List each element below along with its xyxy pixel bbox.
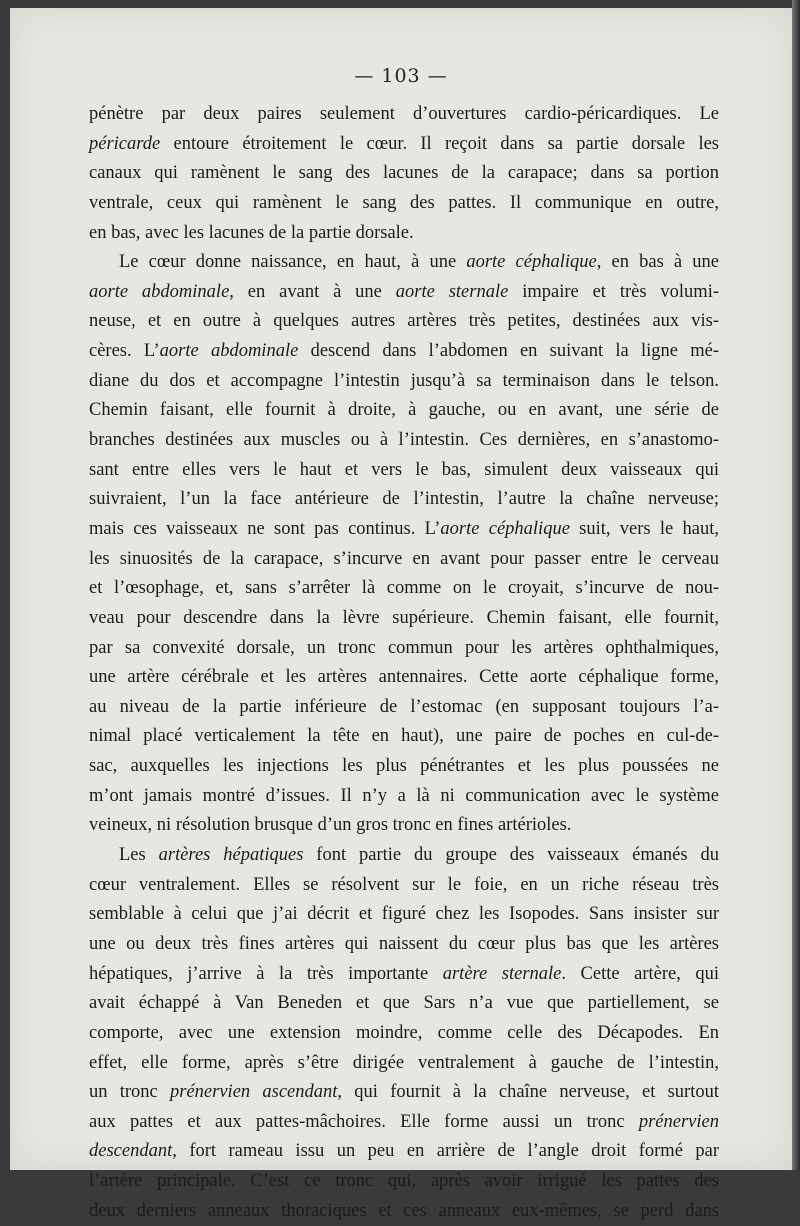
book-page — [10, 8, 792, 1221]
text-line: diane du dos et accompagne l’intestin jusqu’à sa terminaison dans le telson. — [89, 370, 719, 391]
text-line: suivraient, l’un la face antérieure de l’intestin, l’autre la chaîne nerveuse; — [89, 489, 719, 510]
text-line: effet, elle forme, après s’être dirigée ventralement à gauche de l’intestin, — [89, 1052, 719, 1073]
text-line: en bas, avec les lacunes de la partie dorsale. — [89, 222, 414, 243]
text-line: veau pour descendre dans la lèvre supérieure. Chemin faisant, elle fournit, — [89, 607, 719, 628]
text-line: branches destinées aux muscles ou à l’intestin. Ces dernières, en s’anastomo- — [89, 430, 719, 451]
body-text — [89, 100, 719, 1226]
text-line: nimal placé verticalement la tête en haut), une paire de poches en cul-de- — [89, 726, 719, 747]
text-line: Chemin faisant, elle fournit à droite, à gauche, ou en avant, une série de — [89, 400, 719, 421]
text-line: l’artère principale. C’est ce tronc qui, après avoir irrigué les pattes des — [89, 1171, 719, 1192]
text-line: au niveau de la partie inférieure de l’estomac (en supposant toujours l’a- — [89, 696, 719, 717]
text-line: une artère cérébrale et les artères antennaires. Cette aorte céphalique forme, — [89, 667, 719, 688]
text-line: ventrale, ceux qui ramènent le sang des pattes. Il communique en outre, — [89, 192, 719, 213]
text-line: deux derniers anneaux thoraciques et ces anneaux eux-mêmes, se perd dans — [89, 1200, 719, 1221]
text-line: sac, auxquelles les injections les plus pénétrantes et les plus poussées ne — [89, 756, 719, 777]
text-line: descendant, fort rameau issu un peu en arrière de l’angle droit formé par — [89, 1141, 719, 1162]
text-line: comporte, avec une extension moindre, comme celle des Décapodes. En — [89, 1022, 719, 1043]
text-line: une ou deux très fines artères qui naissent du cœur plus bas que les artères — [89, 933, 719, 954]
text-line: canaux qui ramènent le sang des lacunes de la carapace; dans sa portion — [89, 163, 719, 184]
text-line: cères. L’aorte abdominale descend dans l’abdomen en suivant la ligne mé- — [89, 341, 719, 362]
text-line: par sa convexité dorsale, un tronc commun pour les artères ophthalmiques, — [89, 637, 719, 658]
text-line: un tronc prénervien ascendant, qui fournit à la chaîne nerveuse, et surtout — [89, 1082, 719, 1103]
text-line: mais ces vaisseaux ne sont pas continus. L’aorte céphalique suit, vers le haut, — [89, 518, 719, 539]
text-line: avait échappé à Van Beneden et que Sars n’a vue que partiellement, se — [89, 993, 719, 1014]
text-line: péricarde entoure étroitement le cœur. Il reçoit dans sa partie dorsale les — [89, 133, 719, 154]
text-line: m’ont jamais montré d’issues. Il n’y a là ni communication avec le système — [89, 785, 719, 806]
text-line: et l’œsophage, et, sans s’arrêter là comme on le croyait, s’incurve de nou- — [89, 578, 719, 599]
text-line: hépatiques, j’arrive à la très importante artère sternale. Cette artère, qui — [89, 963, 719, 984]
text-line: Le cœur donne naissance, en haut, à une aorte céphalique, en bas à une — [119, 252, 719, 273]
text-line: sant entre elles vers le haut et vers le bas, simulent deux vaisseaux qui — [89, 459, 719, 480]
text-line: les sinuosités de la carapace, s’incurve en avant pour passer entre le cerveau — [89, 548, 719, 569]
text-line: veineux, ni résolution brusque d’un gros tronc en fines artérioles. — [89, 815, 572, 836]
book-spine-shadow — [792, 0, 800, 1170]
text-line: semblable à celui que j’ai décrit et figuré chez les Isopodes. Sans insister sur — [89, 904, 719, 925]
text-line: cœur ventralement. Elles se résolvent sur le foie, en un riche réseau très — [89, 874, 719, 895]
text-line: neuse, et en outre à quelques autres artères très petites, destinées aux vis- — [89, 311, 719, 332]
text-line: Les artères hépatiques font partie du groupe des vaisseaux émanés du — [119, 845, 719, 866]
text-line: aorte abdominale, en avant à une aorte sternale impaire et très volumi- — [89, 281, 720, 302]
text-line: pénètre par deux paires seulement d’ouvertures cardio-péricardiques. Le — [89, 104, 719, 124]
page-number: — 103 — — [354, 65, 448, 87]
text-line: aux pattes et aux pattes-mâchoires. Elle forme aussi un tronc prénervien — [89, 1111, 719, 1132]
